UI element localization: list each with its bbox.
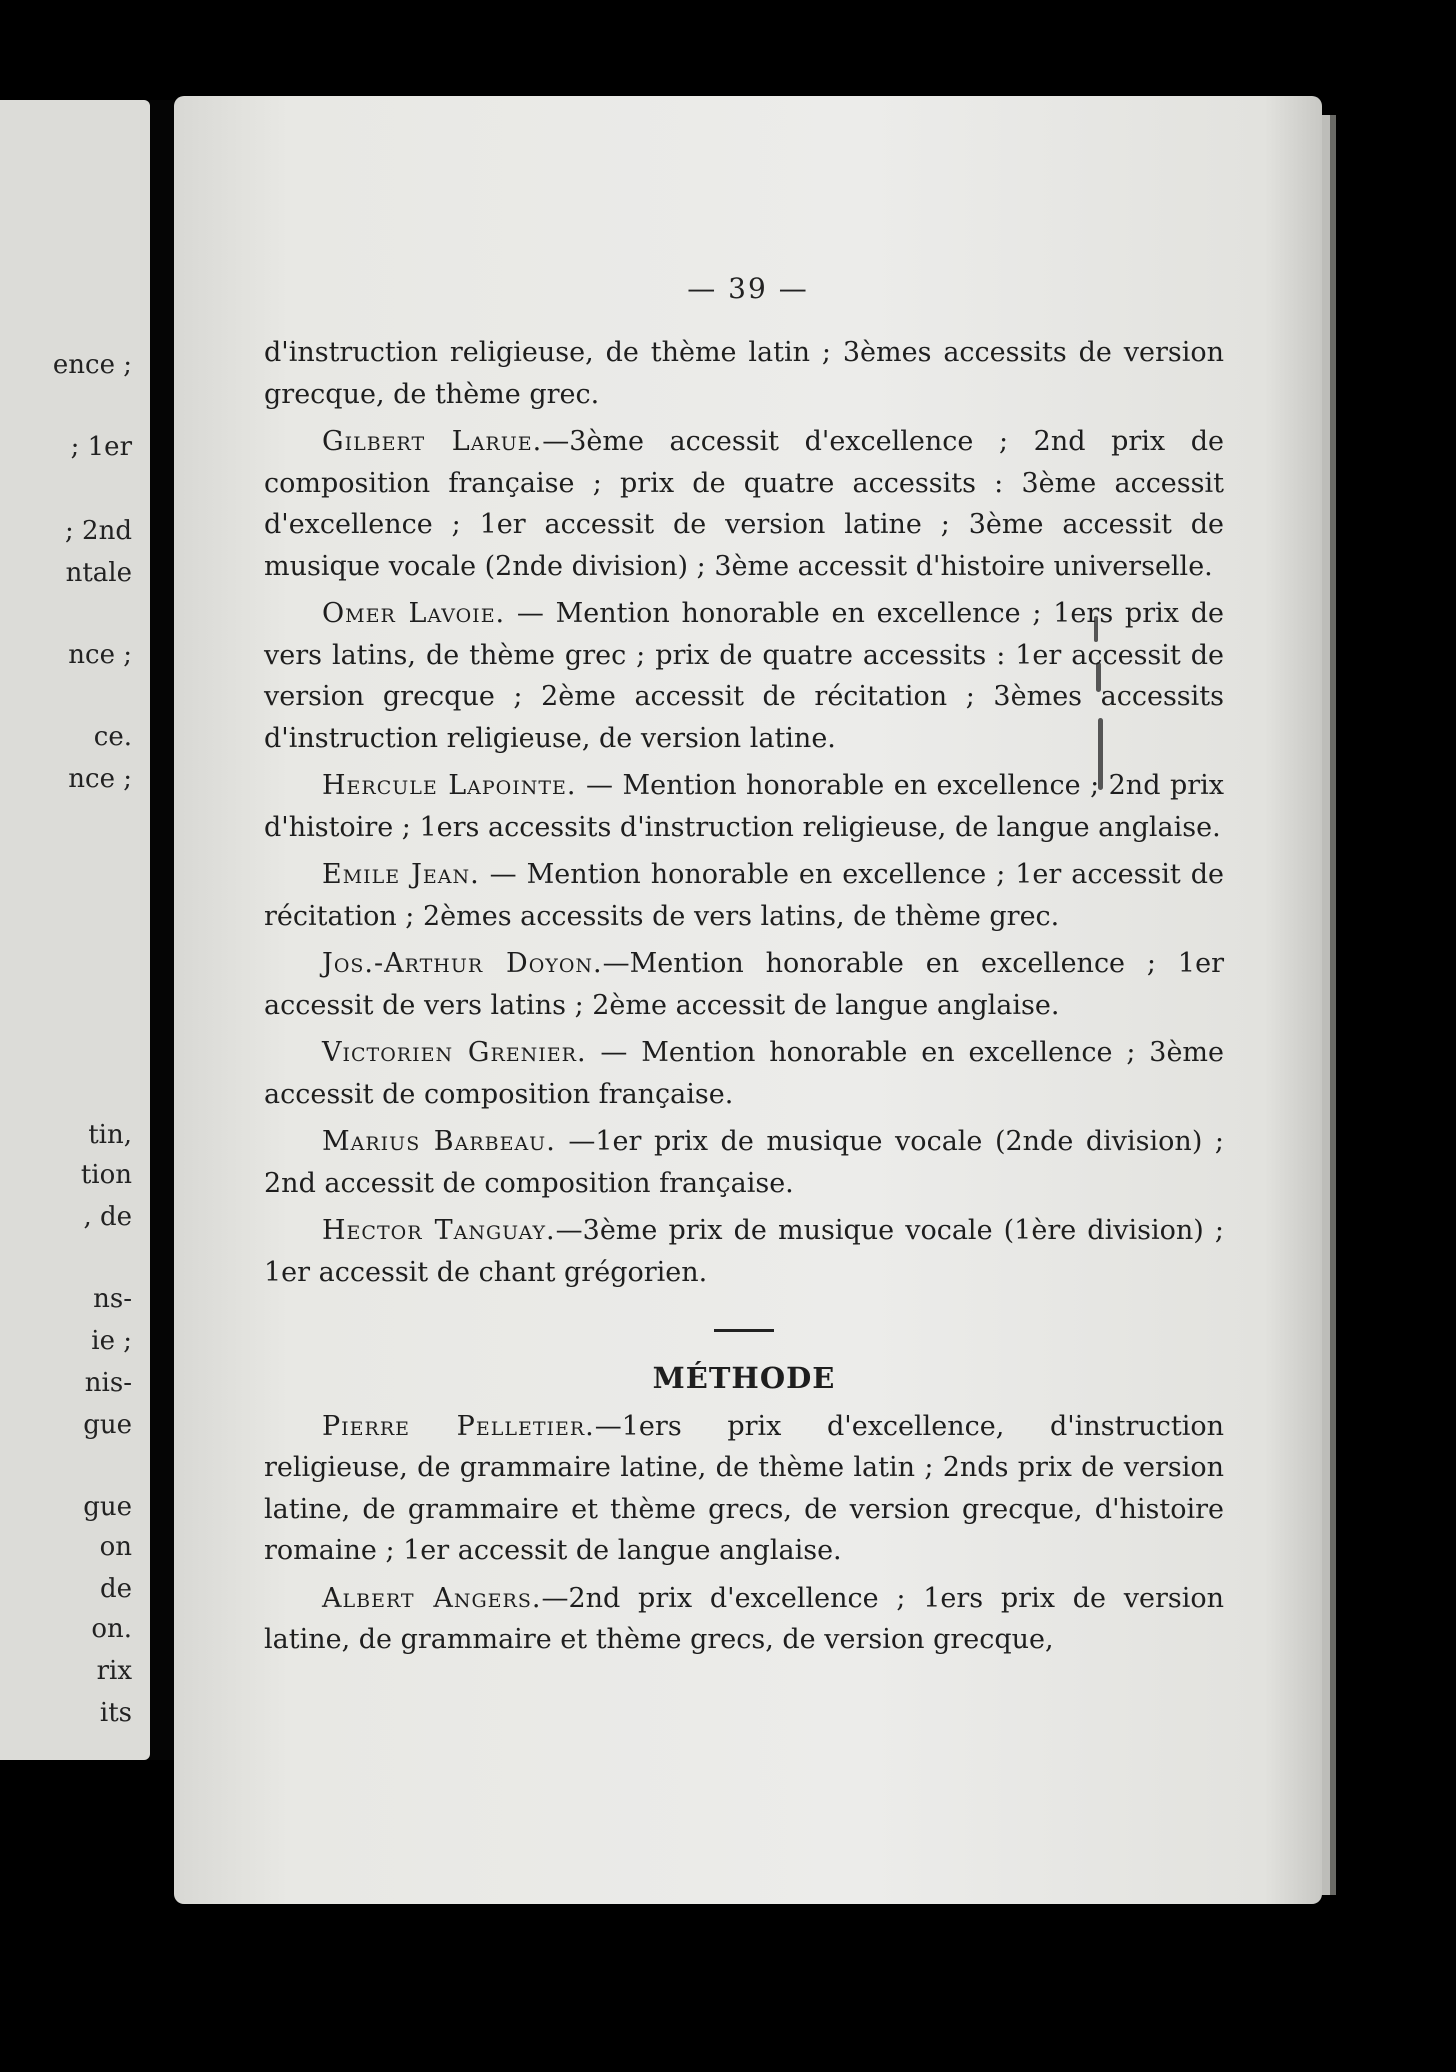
left-fragment: tin,: [88, 1120, 132, 1150]
paragraph-text: d'instruction religieuse, de thème latin ; 3èmes accessits de version grecque, de thème grec.: [264, 337, 1224, 410]
left-fragment: on: [99, 1532, 132, 1562]
paragraph-text: —1ers prix d'excellence, d'instruction religieuse, de grammaire latine, de thème latin ; 2nds prix de version latine, de grammaire et thème grecs, de version grecque, d'histoire romaine ; 1er accessit de langue anglaise.: [264, 1410, 1224, 1566]
paragraph: [264, 765, 1224, 848]
left-fragment: gue: [83, 1410, 132, 1440]
left-fragment: tion: [80, 1160, 132, 1190]
left-fragment: its: [99, 1698, 132, 1728]
text-body: [264, 332, 1224, 1667]
student-name: Albert Angers.: [322, 1582, 542, 1614]
paragraph-text: — Mention honorable en excellence ; 1ers prix de vers latins, de thème grec ; prix de quatre accessits : 1er accessit de version grecque ; 2ème accessit de récitation ; 3èmes accessits d'instruction religieuse, de version latine.: [264, 598, 1224, 754]
student-name: Marius Barbeau.: [322, 1126, 556, 1157]
left-fragment: rix: [96, 1656, 132, 1686]
left-fragment: nis-: [84, 1368, 132, 1398]
paragraph: [264, 1121, 1224, 1204]
section-title: MÉTHODE: [652, 1361, 836, 1395]
left-fragment: , de: [83, 1202, 132, 1232]
left-fragment: ntale: [65, 558, 132, 588]
left-page: [0, 100, 150, 1760]
left-fragment: ie ;: [91, 1326, 132, 1356]
right-page: [174, 96, 1322, 1904]
paragraph: [264, 854, 1224, 937]
paragraph-text: — Mention honorable en excellence ; 2nd prix d'histoire ; 1ers accessits d'instruction religieuse, de langue anglaise.: [264, 770, 1225, 843]
left-fragment: ns-: [93, 1284, 132, 1314]
paragraph: [264, 1032, 1224, 1115]
left-fragment: ce.: [93, 722, 132, 752]
student-name: Hector Tanguay.: [322, 1215, 556, 1246]
student-name: Jos.-Arthur Doyon.: [322, 948, 603, 979]
left-fragment: on.: [91, 1614, 132, 1644]
paragraph: [264, 332, 1224, 415]
left-fragment: nce ;: [68, 640, 132, 670]
section-divider: [714, 1329, 774, 1332]
paragraph-text: — Mention honorable en excellence ; 3ème accessit de composition française.: [264, 1037, 1224, 1110]
paragraph-text: —1er prix de musique vocale (2nde division) ; 2nd accessit de composition française.: [264, 1126, 1224, 1199]
left-fragment: ; 1er: [70, 432, 132, 462]
paragraph: [264, 1406, 1224, 1572]
student-name: Emile Jean.: [322, 859, 480, 890]
student-name: Omer Lavoie.: [322, 598, 506, 629]
paragraph-text: — Mention honorable en excellence ; 1er accessit de récitation ; 2èmes accessits de vers latins, de thème grec.: [264, 859, 1224, 932]
paragraph: [264, 943, 1224, 1026]
paragraph-text: —2nd prix d'excellence ; 1ers prix de version latine, de grammaire et thème grecs, de version grecque,: [264, 1582, 1225, 1655]
paragraph: [264, 1578, 1224, 1661]
paragraph-text: —3ème prix de musique vocale (1ère division) ; 1er accessit de chant grégorien.: [264, 1215, 1224, 1288]
paragraph: [264, 593, 1224, 759]
left-fragment: ence ;: [52, 350, 132, 380]
book-gutter: [150, 100, 174, 1760]
paragraph: [264, 1210, 1224, 1293]
student-name: Victorien Grenier.: [322, 1037, 587, 1068]
left-fragment: gue: [83, 1492, 132, 1522]
left-fragment: nce ;: [68, 764, 132, 794]
left-fragment: ; 2nd: [65, 516, 132, 546]
student-name: Gilbert Larue.: [322, 426, 543, 457]
paragraph: [264, 421, 1224, 587]
paragraph-text: —3ème accessit d'excellence ; 2nd prix de composition française ; prix de quatre accessits : 3ème accessit d'excellence ; 1er accessit de version latine ; 3ème accessit de musique vocale (2nde division) ; 3ème accessit d'histoire universelle.: [264, 426, 1225, 582]
left-fragment: de: [99, 1574, 132, 1604]
paragraph-text: —Mention honorable en excellence ; 1er accessit de vers latins ; 2ème accessit de langue anglaise.: [264, 948, 1224, 1021]
page-number: — 39 —: [687, 272, 809, 305]
student-name: Pierre Pelletier.: [322, 1410, 595, 1442]
student-name: Hercule Lapointe.: [322, 770, 577, 801]
